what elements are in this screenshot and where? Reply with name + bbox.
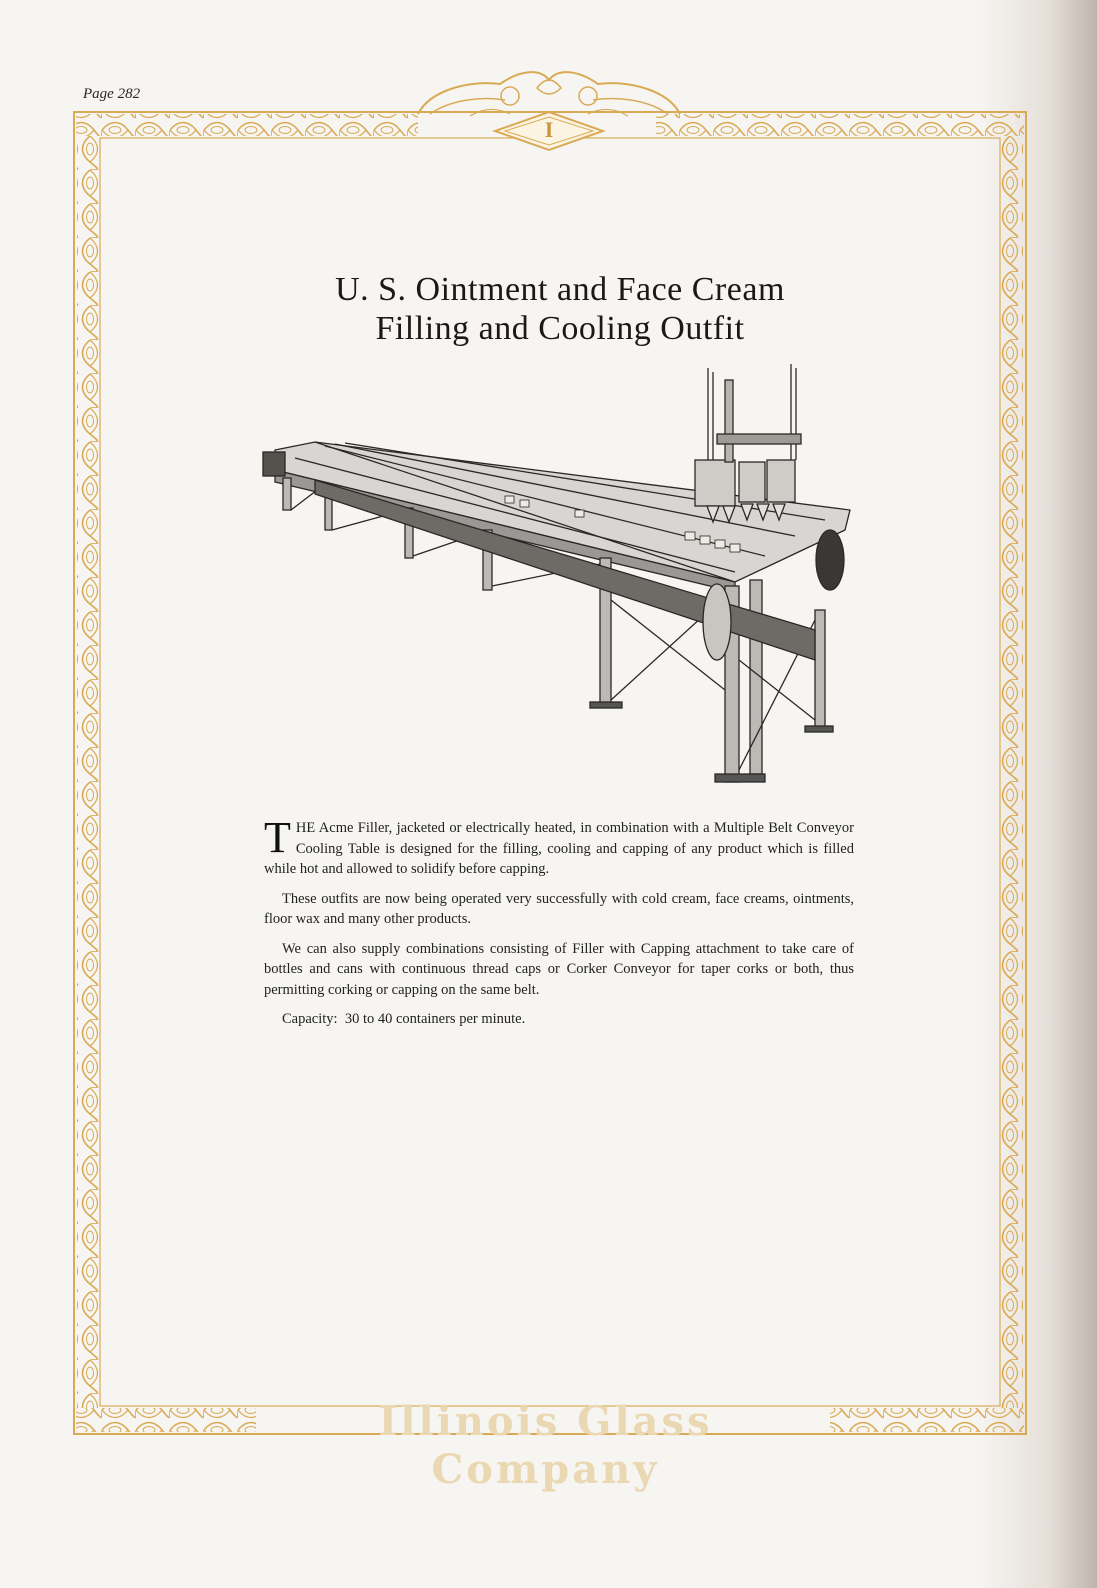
description-text <box>264 813 854 1039</box>
page-title <box>250 270 870 348</box>
drop-cap: T <box>264 813 291 862</box>
paragraph-3: We can also supply combinations consisting of Filler with Capping attachment to take care of bottles and cans with continuous thread caps or Corker Conveyor for taper corks or both, thus permitting corking or capping on the same belt. <box>264 940 854 998</box>
paragraph-intro <box>264 813 854 880</box>
company-name-footer: Illinois Glass Company <box>378 1398 713 1493</box>
emblem-letter: I <box>544 117 554 142</box>
capacity-label: Capacity: <box>282 1011 338 1027</box>
title-line-1: U. S. Ointment and Face Cream <box>335 271 785 308</box>
machine-illustration <box>255 360 875 800</box>
title-line-2: Filling and Cooling Outfit <box>375 310 745 347</box>
page-number: Page 282 <box>83 86 141 102</box>
paragraph-2: These outfits are now being operated very successfully with cold cream, face creams, ointments, floor wax and many other products. <box>264 890 854 927</box>
paragraph-1-text: HE Acme Filler, jacketed or electrically heated, in combination with a Multiple Belt Conveyor Cooling Table is designed for the filling, cooling and capping of any product which is filled while hot and allowed to solidify before capping. <box>264 820 854 877</box>
capacity-line <box>264 1009 854 1030</box>
capacity-value: 30 to 40 containers per minute. <box>344 1011 526 1027</box>
